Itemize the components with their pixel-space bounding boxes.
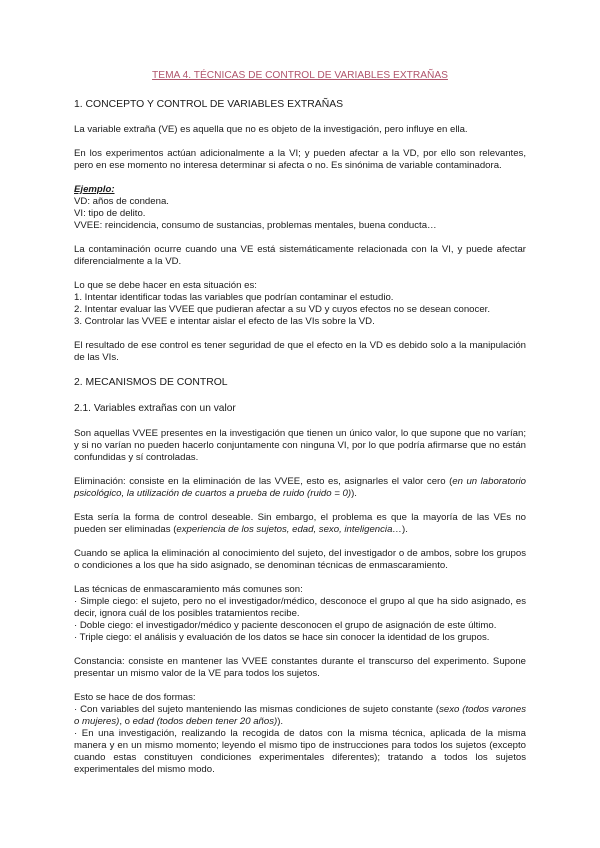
section-2-heading: 2. MECANISMOS DE CONTROL — [74, 377, 228, 388]
eliminacion-text: Eliminación: consiste en la eliminación de las VVEE, esto es, asignarles el valor cero ( — [74, 476, 453, 487]
forma-text: Esta sería la forma de control deseable. Sin embargo, el problema es que la mayoría de las VEs no pueden ser eliminadas ( — [74, 512, 526, 535]
form-1-example-edad: edad (todos deben tener 20 años) — [132, 716, 278, 727]
form-1 — [74, 704, 526, 728]
example-vd: VD: años de condena. — [74, 196, 169, 207]
example-vi: VI: tipo de delito. — [74, 208, 146, 219]
masking-simple-ciego: · Simple ciego: el sujeto, pero no el investigador/médico, desconoce el grupo al que ha sido asignado, es decir, ignora cuál de los posibles tratamientos recibe. — [74, 596, 526, 619]
steps-intro: Lo que se debe hacer en esta situación es: — [74, 280, 257, 291]
step-1: 1. Intentar identificar todas las variables que podrían contaminar el estudio. — [74, 292, 394, 303]
form-2: · En una investigación, realizando la recogida de datos con la misma técnica, aplicada de la misma manera y en un mismo momento; leyendo el mismo tipo de instrucciones para todos los sujetos (excepto cuando estas constituyen condiciones experimentales diferentes); tratando a todos los sujetos experimentales del mismo modo. — [74, 728, 526, 775]
paragraph-enmascaramiento: Cuando se aplica la eliminación al conocimiento del sujeto, del investigador o de ambos, sobre los grupos o condiciones a los que ha sido asignado, se denominan técnicas de enmascaramiento. — [74, 548, 526, 571]
paragraph-son-aquellas: Son aquellas VVEE presentes en la investigación que tienen un único valor, lo que supone que no varían; y si no varían no pueden hacerlo conjuntamente con ninguna VI, por lo que podría afirmarse que no están confundidas y sí controladas. — [74, 428, 526, 463]
forma-end: ). — [402, 524, 408, 535]
step-3: 3. Controlar las VVEE e intentar aislar el efecto de las VIs sobre la VD. — [74, 316, 375, 327]
paragraph-constancia: Constancia: consiste en mantener las VVEE constantes durante el transcurso del experimento. Supone presentar un mismo valor de la VE para todos los sujetos. — [74, 656, 526, 679]
masking-techniques-list — [74, 584, 526, 644]
document-title: TEMA 4. TÉCNICAS DE CONTROL DE VARIABLES EXTRAÑAS — [152, 70, 448, 81]
forma-example: experiencia de los sujetos, edad, sexo, inteligencia… — [176, 524, 402, 535]
masking-intro: Las técnicas de enmascaramiento más comunes son: — [74, 584, 303, 595]
form-1-example-sexo: sexo (todos varones o mujeres) — [74, 704, 526, 727]
paragraph-ve-definition: La variable extraña (VE) es aquella que no es objeto de la investigación, pero influye en ella. — [74, 124, 468, 135]
paragraph-eliminacion — [74, 476, 526, 500]
section-1-heading: 1. CONCEPTO Y CONTROL DE VARIABLES EXTRAÑAS — [74, 99, 344, 110]
paragraph-contaminacion: La contaminación ocurre cuando una VE está sistemáticamente relacionada con la VI, y puede afectar diferencialmente a la VD. — [74, 244, 526, 267]
form-1-mid: , o — [119, 716, 133, 727]
eliminacion-end: ). — [351, 488, 357, 499]
steps-list — [74, 280, 526, 328]
form-1-end: ). — [277, 716, 284, 727]
form-1-text: · Con variables del sujeto manteniendo las mismas condiciones de sujeto constante ( — [74, 704, 440, 715]
example-label: Ejemplo: — [74, 184, 115, 195]
paragraph-forma-deseable — [74, 512, 526, 536]
step-2: 2. Intentar evaluar las VVEE que pudieran afectar a su VD y cuyos efectos no se desean conocer. — [74, 304, 490, 315]
example-vvee: VVEE: reincidencia, consumo de sustancias, problemas mentales, buena conducta… — [74, 220, 437, 231]
example-block — [74, 184, 526, 232]
section-2-1-heading: 2.1. Variables extrañas con un valor — [74, 403, 236, 414]
masking-doble-ciego: · Doble ciego: el investigador/médico y paciente desconocen el grupo de asignación de este último. — [74, 620, 497, 631]
paragraph-resultado: El resultado de ese control es tener seguridad de que el efecto en la VD es debido solo a la manipulación de las VIs. — [74, 340, 526, 363]
two-forms-intro: Esto se hace de dos formas: — [74, 692, 196, 703]
two-forms-list — [74, 692, 526, 776]
masking-triple-ciego: · Triple ciego: el análisis y evaluación de los datos se hace sin conocer la identidad de los grupos. — [74, 632, 490, 643]
eliminacion-example: en un laboratorio psicológico, la utilización de cuartos a prueba de ruido (ruido = 0) — [74, 476, 526, 499]
paragraph-experimentos: En los experimentos actúan adicionalmente a la VI; y pueden afectar a la VD, por ello son relevantes, pero en ese momento no interesa determinar si afecta o no. Es sinónima de variable contaminadora. — [74, 148, 526, 171]
